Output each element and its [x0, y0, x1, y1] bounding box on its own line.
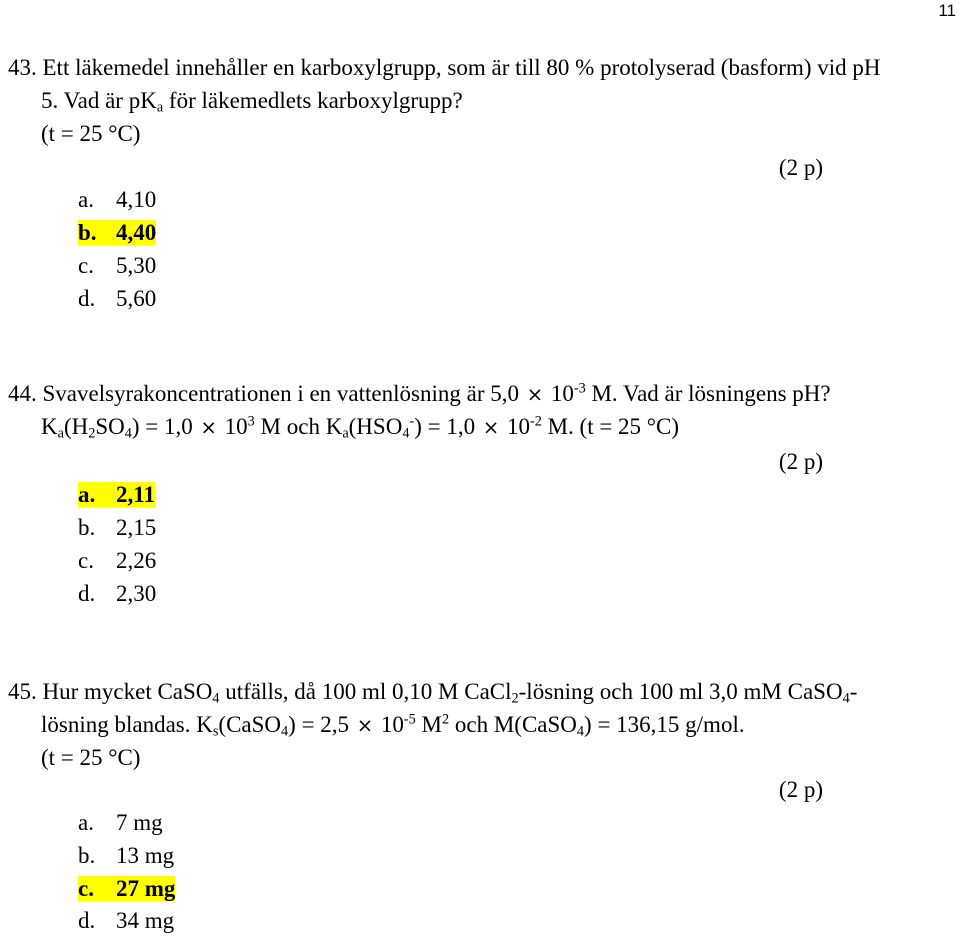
question-text: för läkemedlets karboxylgrupp? [163, 88, 463, 113]
answer-value: 5,30 [116, 253, 157, 278]
question-45-line-2 [41, 711, 745, 740]
question-43-line-1 [8, 54, 881, 82]
text: (HSO [348, 414, 403, 439]
answer-letter: d. [78, 908, 96, 933]
subscript: a [57, 425, 64, 442]
answer-option-a[interactable] [78, 186, 156, 214]
question-43-temperature: (t = 25 °C) [41, 121, 141, 146]
text: 10 [375, 712, 404, 737]
subscript: 4 [576, 723, 585, 740]
page-number: 11 [938, 1, 956, 20]
text: lösning blandas. K [41, 712, 213, 737]
text: SO [95, 414, 125, 439]
subscript: a [342, 425, 349, 442]
question-45-temperature: (t = 25 °C) [41, 745, 141, 770]
answer-value: 2,26 [116, 548, 157, 573]
answer-value: 5,60 [116, 286, 157, 311]
subscript: 4 [402, 425, 410, 442]
answer-letter: a. [78, 482, 96, 507]
text: Hur mycket CaSO [42, 679, 213, 704]
subscript: 4 [842, 690, 850, 707]
question-number: 45. [8, 679, 37, 704]
multiply-sign: × [526, 383, 544, 406]
text: utfälls, då 100 ml 0,10 M CaCl [219, 679, 512, 704]
subscript: 4 [281, 723, 289, 740]
text: ) = 136,15 g/mol. [584, 712, 745, 737]
superscript: 2 [442, 711, 450, 728]
text: - [849, 679, 858, 704]
question-43-points: (2 p) [778, 155, 823, 180]
superscript: -5 [403, 711, 416, 728]
answer-option-a[interactable] [78, 809, 163, 837]
answer-letter: c. [78, 253, 94, 278]
answer-option-b[interactable] [78, 842, 174, 870]
text: -lösning och 100 ml 3,0 mM CaSO [518, 679, 843, 704]
answer-option-a-correct[interactable] [78, 481, 155, 509]
multiply-sign: × [482, 416, 500, 439]
question-number: 43. [8, 55, 37, 80]
text: ) = 2,5 [288, 712, 355, 737]
superscript: -3 [573, 380, 586, 397]
answer-letter: b. [78, 515, 96, 540]
answer-letter: c. [78, 548, 94, 573]
answer-option-b-correct[interactable] [78, 219, 156, 247]
answer-option-d[interactable] [78, 580, 156, 608]
question-43-line-2 [41, 87, 463, 115]
answer-letter: b. [78, 220, 97, 245]
answer-option-c[interactable] [78, 252, 156, 280]
text: ) = 1,0 [131, 414, 199, 439]
question-44-line-1 [8, 380, 831, 409]
text: M [415, 712, 442, 737]
superscript: -2 [529, 413, 542, 430]
answer-option-c-correct[interactable] [78, 875, 175, 903]
question-text: 5. Vad är pK [41, 88, 157, 113]
answer-letter: d. [78, 581, 96, 606]
text: (H [63, 414, 89, 439]
answer-letter: c. [78, 876, 94, 901]
subscript: s [212, 723, 219, 740]
subscript: a [156, 99, 164, 116]
subscript: 2 [511, 690, 519, 707]
answer-option-d[interactable] [78, 285, 156, 313]
text: K [41, 414, 58, 439]
answer-option-c[interactable] [78, 547, 156, 575]
subscript: 4 [124, 425, 132, 442]
answer-value: 13 mg [116, 843, 175, 868]
superscript: - [409, 413, 415, 430]
subscript: 4 [212, 690, 220, 707]
answer-value: 2,30 [116, 581, 157, 606]
answer-value: 4,40 [116, 220, 157, 245]
question-44-line-2 [41, 413, 679, 442]
text: M. (t = 25 °C) [541, 414, 679, 439]
subscript: 2 [88, 425, 96, 442]
question-text: 10 [545, 381, 574, 406]
answer-value: 34 mg [116, 908, 175, 933]
answer-letter: b. [78, 843, 96, 868]
answer-value: 2,15 [116, 515, 157, 540]
answer-value: 2,11 [116, 482, 155, 507]
answer-option-b[interactable] [78, 514, 156, 542]
question-number: 44. [8, 381, 37, 406]
answer-letter: a. [78, 810, 94, 835]
question-text: Svavelsyrakoncentrationen i en vattenlösning är 5,0 [42, 381, 525, 406]
text: 10 [501, 414, 530, 439]
multiply-sign: × [200, 416, 217, 439]
multiply-sign: × [356, 714, 374, 737]
answer-value: 27 mg [116, 876, 176, 901]
text: ) = 1,0 [414, 414, 481, 439]
answer-option-d[interactable] [78, 907, 174, 935]
question-text: Ett läkemedel innehåller en karboxylgrupp, som är till 80 % protolyserad (basform) vid pH [42, 55, 881, 80]
question-45-points: (2 p) [778, 777, 823, 802]
text: 10 [218, 414, 248, 439]
answer-value: 7 mg [116, 810, 163, 835]
text: (CaSO [218, 712, 282, 737]
text: M och K [254, 414, 343, 439]
answer-letter: d. [78, 286, 96, 311]
question-text: M. Vad är lösningens pH? [585, 381, 831, 406]
question-45-line-1 [8, 678, 857, 706]
question-44-points: (2 p) [778, 449, 823, 474]
superscript: 3 [247, 413, 255, 430]
text: och M(CaSO [449, 712, 577, 737]
answer-letter: a. [78, 187, 94, 212]
answer-value: 4,10 [116, 187, 157, 212]
